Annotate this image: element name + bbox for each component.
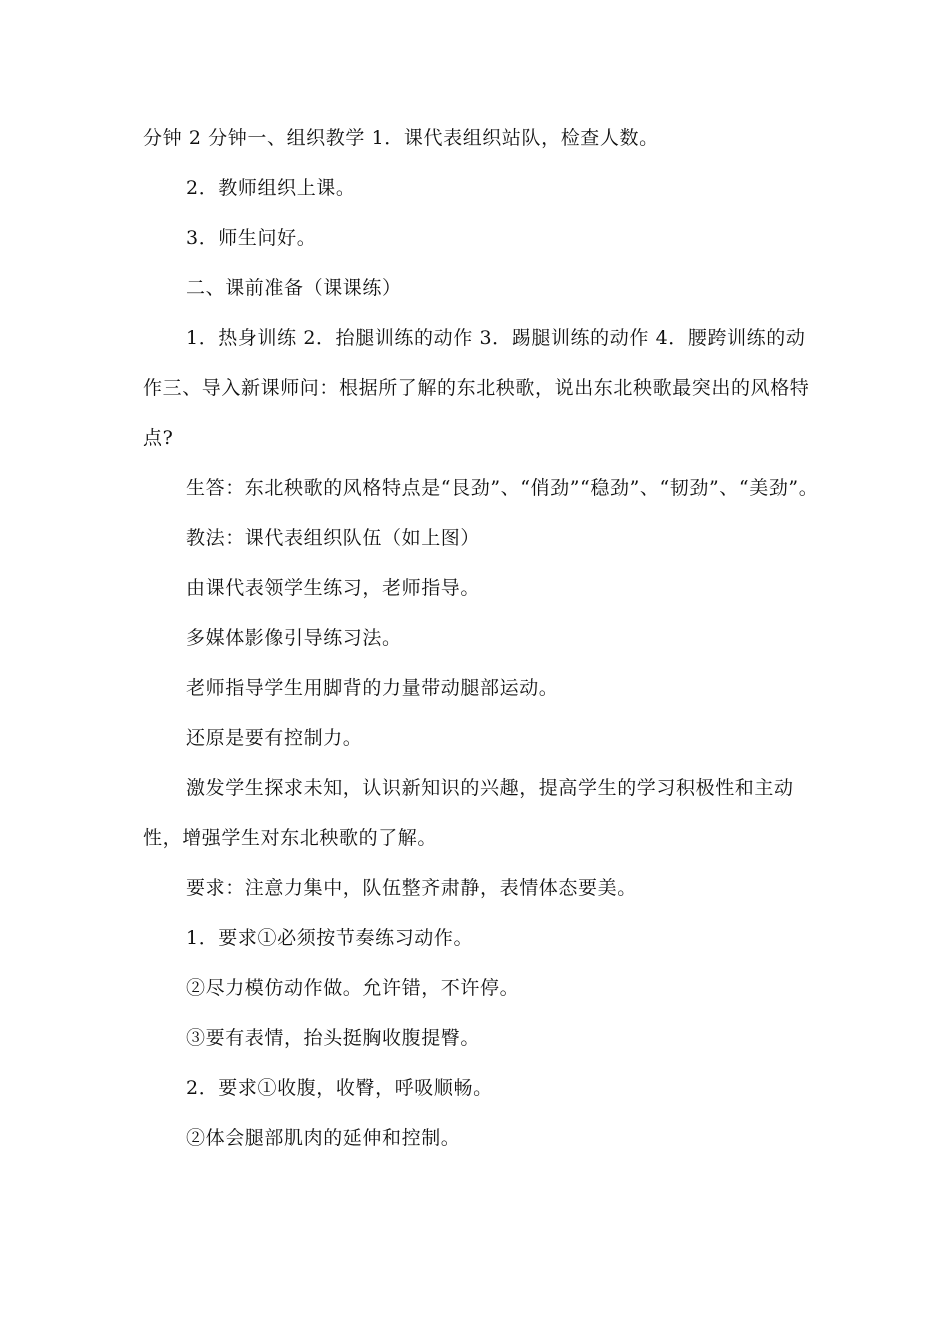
paragraph: 要求：注意力集中，队伍整齐肃静，表情体态要美。 (186, 877, 637, 899)
paragraph: ③要有表情，抬头挺胸收腹提臀。 (186, 1027, 481, 1049)
paragraph: 2．要求①收腹，收臀，呼吸顺畅。 (186, 1077, 493, 1099)
paragraph: 生答：东北秧歌的风格特点是“艮劲”、“俏劲”“稳劲”、“韧劲”、“美劲”。 (186, 477, 819, 499)
document-body (143, 113, 823, 1163)
section-heading: 二、课前准备（课课练） (186, 277, 402, 299)
paragraph: 1．热身训练 2．抬腿训练的动作 3．踢腿训练的动作 4．腰跨训练的动作三、导入新课师问：根据所了解的东北秧歌，说出东北秧歌最突出的风格特点? (143, 327, 810, 449)
paragraph: 教法：课代表组织队伍（如上图） (186, 527, 481, 549)
paragraph: 老师指导学生用脚背的力量带动腿部运动。 (186, 677, 559, 699)
paragraph: ②体会腿部肌肉的延伸和控制。 (186, 1127, 461, 1149)
paragraph: ②尽力模仿动作做。允许错，不许停。 (186, 977, 520, 999)
paragraph: 1．要求①必须按节奏练习动作。 (186, 927, 474, 949)
paragraph: 分钟 2 分钟一、组织教学 1．课代表组织站队，检查人数。 (143, 127, 659, 149)
paragraph: 激发学生探求未知，认识新知识的兴趣，提高学生的学习积极性和主动性，增强学生对东北秧歌的了解。 (143, 777, 794, 849)
paragraph: 2．教师组织上课。 (186, 177, 356, 199)
paragraph: 3．师生问好。 (186, 227, 317, 249)
paragraph: 还原是要有控制力。 (186, 727, 363, 749)
paragraph: 由课代表领学生练习，老师指导。 (186, 577, 481, 599)
paragraph: 多媒体影像引导练习法。 (186, 627, 402, 649)
